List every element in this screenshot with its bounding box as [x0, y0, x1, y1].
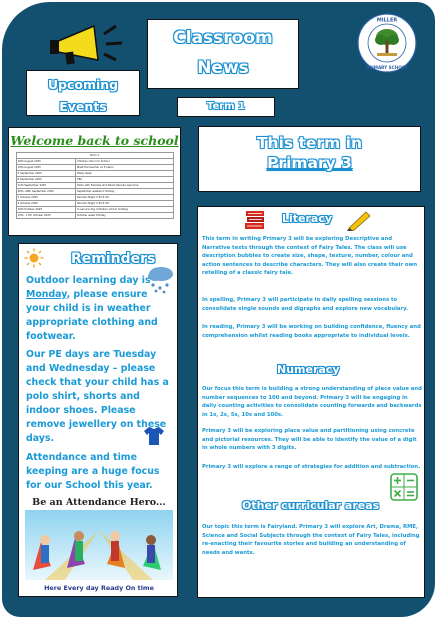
reminder-outdoor-text-1: Outdoor learning day is	[26, 275, 151, 286]
row-date: 10th October 2025	[16, 207, 76, 213]
literacy-paragraph-2: In spelling, Primary 3 will participate in daily spelling sessions to consolidate single sounds and digraphs and explore new vocabulary.	[202, 297, 409, 312]
title-line-2: News	[197, 58, 249, 78]
row-event: September weekend Holiday	[76, 189, 173, 195]
literacy-paragraph-3: In reading, Primary 3 will be working on building confidence, fluency and comprehension whilst reading books appropriate to individual levels.	[202, 324, 421, 339]
reminder-outdoor	[26, 274, 174, 344]
row-date: 19th August 2025	[16, 165, 76, 171]
this-term-line-1: This term in	[256, 134, 362, 152]
row-event: Hello with Families at 9:00am Parents welcome	[76, 183, 173, 189]
numeracy-paragraph-1: Our focus this term is building a strong understanding of place value and number sequences to 100 and beyond. Primary 3 will be engaging in daily counting activities to consolidate counting forwards and backwards in 1s, 2s, 5s, 10s and 100s.	[202, 386, 422, 418]
table-row	[16, 213, 173, 219]
row-event: Parents' Night 3:30-5:30	[76, 201, 173, 207]
reminders-heading: Reminders	[71, 251, 156, 267]
school-logo	[357, 13, 417, 73]
row-event: Meet the teacher at 3:10pm	[76, 165, 173, 171]
row-date: 11th September 2025	[16, 183, 76, 189]
row-event: Welly week	[76, 171, 173, 177]
table-header: Term 1	[16, 153, 173, 159]
newsletter-title	[147, 19, 299, 89]
row-date: 13th - 17th October 2025	[16, 213, 76, 219]
row-event: October week Holiday	[76, 213, 173, 219]
welcome-title: Welcome back to school	[10, 133, 179, 148]
attendance-hero-image	[25, 510, 173, 596]
this-term-box	[198, 126, 421, 192]
term-label: Term 1	[177, 97, 275, 117]
row-event: TBC	[76, 177, 173, 183]
curriculum-box	[197, 206, 425, 598]
row-date: 8 September 2025	[16, 177, 76, 183]
row-date: 2 October 2025	[16, 195, 76, 201]
reminder-attendance: Attendance and time keeping are a huge focus for our School this year.	[26, 452, 160, 491]
row-date: 26th -29th September 2025	[16, 189, 76, 195]
sun-icon	[24, 248, 44, 268]
literacy-paragraph-1: This term in writing Primary 3 will be exploring Descriptive and Narrative texts through the context of Fairy Tales. The class will use description bubbles to create size, shape, texture, number, colour and action sentences to describe characters. They will also create their own retelling of a classic fairy tale.	[202, 236, 418, 277]
welcome-box	[8, 127, 181, 236]
row-date: 4 September 2025	[16, 171, 76, 177]
row-event: In service day (Children school holiday)	[76, 207, 173, 213]
term-dates-table	[16, 152, 174, 219]
numeracy-paragraph-2: Primary 3 will be exploring place value and partitioning using concrete and pictorial resources. They will be able to identify the value of a digit in whole numbers with 3 digits.	[202, 428, 417, 452]
other-areas-heading: Other curricular areas	[242, 499, 380, 512]
reminder-pe: Our PE days are Tuesday and Wednesday – please check that your child has a polo shirt, shorts and indoor shoes. Please remove jewellery on these days.	[26, 349, 169, 444]
reminders-box	[18, 243, 178, 597]
pencil-icon	[346, 209, 372, 231]
math-symbols-icon	[390, 473, 418, 501]
row-date: 16th August 2025	[16, 159, 76, 165]
attendance-hero-title: Be an Attendance Hero...	[32, 497, 166, 508]
logo-bottom-text: PRIMARY SCHOOL	[365, 65, 409, 70]
reminder-outdoor-day: Monday	[26, 289, 67, 300]
row-event: Parents' Night 3:30-5:30	[76, 195, 173, 201]
literacy-heading: Literacy	[282, 212, 333, 225]
upcoming-line-1: Upcoming	[47, 77, 119, 92]
upcoming-events-box	[26, 70, 140, 116]
logo-top-text: MILLER	[376, 17, 398, 24]
other-areas-paragraph: Our topic this term is Fairyland. Primary 3 will explore Art, Drama, RME, Science and Social Subjects through the context of Fairy Tales, including re-enacting their favourite stories and building an understanding of needs and wants.	[202, 524, 420, 556]
title-line-1: Classroom	[173, 28, 273, 48]
row-event: Children return to School	[76, 159, 173, 165]
reminder-outdoor-text-2: , please ensure your child is in weather appropriate clothing and footwear.	[26, 289, 158, 342]
upcoming-line-2: Events	[59, 99, 107, 114]
this-term-line-2: Primary 3	[267, 154, 352, 172]
books-icon	[244, 209, 266, 231]
tshirt-icon	[143, 426, 165, 446]
numeracy-heading: Numeracy	[277, 363, 340, 376]
attendance-hero-caption: Here Every day Ready On time	[44, 584, 154, 592]
row-date: 9 October 2025	[16, 201, 76, 207]
numeracy-paragraph-3: Primary 3 will explore a range of strategies for addition and subtraction.	[202, 464, 421, 470]
megaphone-icon	[48, 18, 132, 68]
